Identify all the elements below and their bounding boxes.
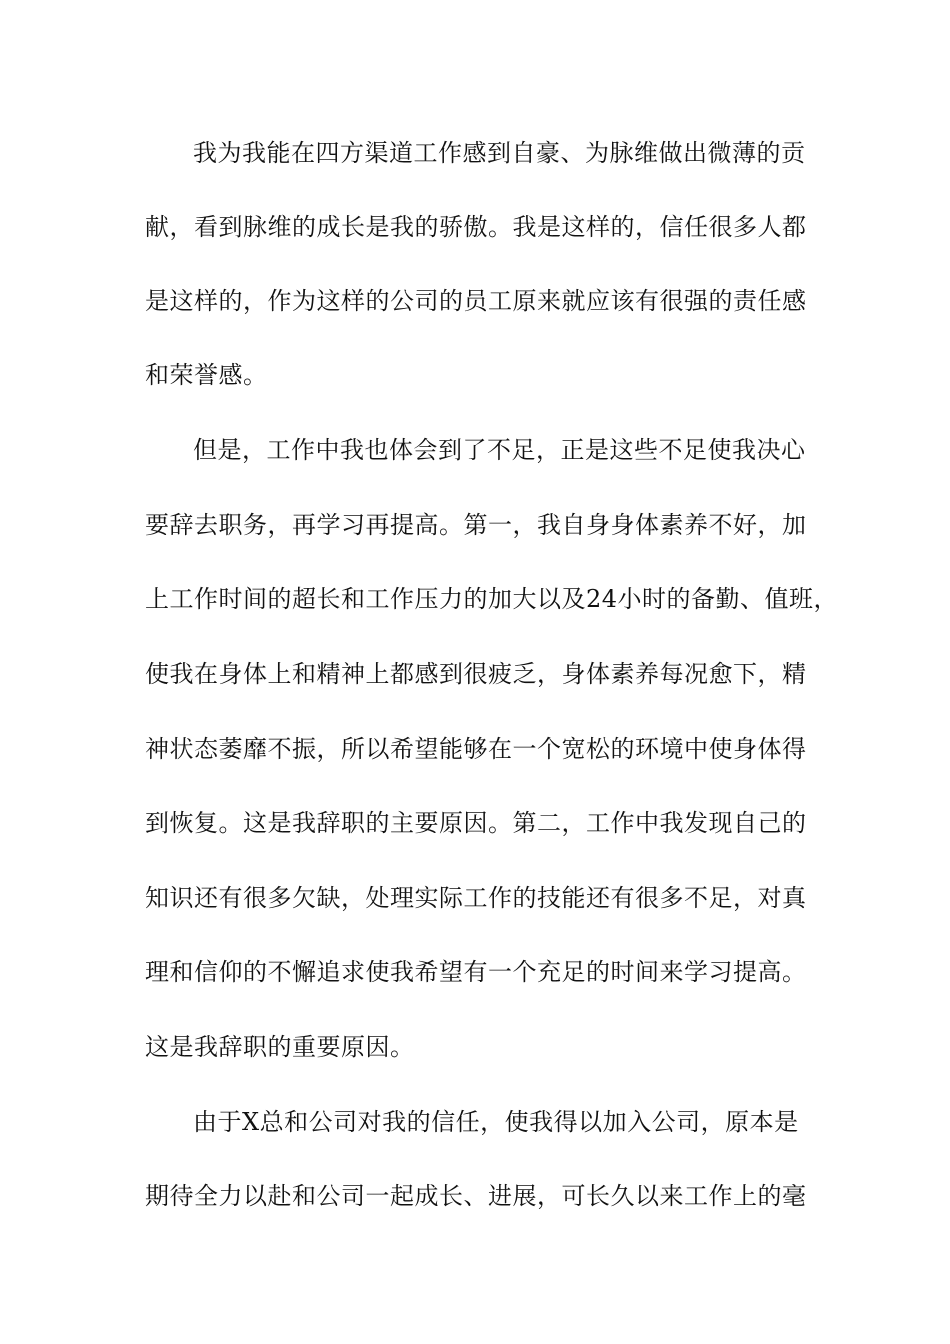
text-line: 要辞去职务，再学习再提高。第一，我自身身体素养不好，加 <box>145 511 807 539</box>
text-line: 由于X总和公司对我的信任，使我得以加入公司，原本是 <box>193 1108 799 1136</box>
text-line: 期待全力以赴和公司一起成长、进展，可长久以来工作上的毫 <box>145 1182 807 1210</box>
text-line: 是这样的，作为这样的公司的员工原来就应该有很强的责任感 <box>145 287 807 315</box>
text-line: 使我在身体上和精神上都感到很疲乏，身体素养每况愈下，精 <box>145 660 807 688</box>
text-line: 我为我能在四方渠道工作感到自豪、为脉维做出微薄的贡 <box>193 139 806 167</box>
text-line: 上工作时间的超长和工作压力的加大以及24小时的备勤、值班， <box>145 585 839 613</box>
text-line: 这是我辞职的重要原因。 <box>145 1033 415 1061</box>
text-line: 知识还有很多欠缺，处理实际工作的技能还有很多不足，对真 <box>145 884 807 912</box>
text-line: 但是，工作中我也体会到了不足，正是这些不足使我决心 <box>193 436 806 464</box>
text-line: 和荣誉感。 <box>145 361 268 389</box>
text-line: 理和信仰的不懈追求使我希望有一个充足的时间来学习提高。 <box>145 958 807 986</box>
text-line: 献，看到脉维的成长是我的骄傲。我是这样的，信任很多人都 <box>145 213 807 241</box>
text-line: 神状态萎靡不振，所以希望能够在一个宽松的环境中使身体得 <box>145 735 807 763</box>
text-line: 到恢复。这是我辞职的主要原因。第二，工作中我发现自己的 <box>145 809 807 837</box>
